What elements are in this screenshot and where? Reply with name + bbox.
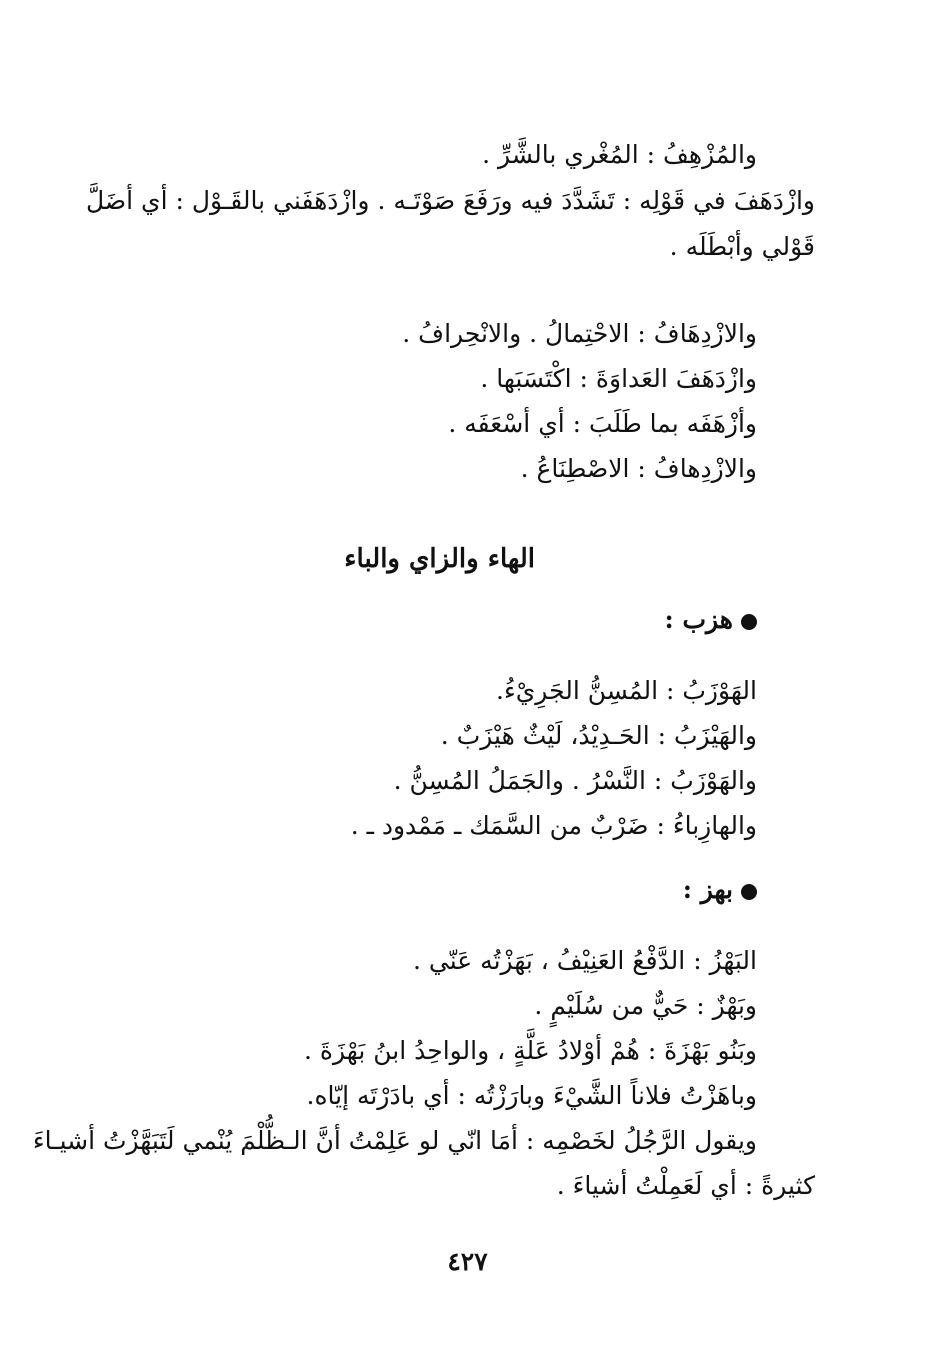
text-line: كثيرةً : أي لَعَمِلْتُ أشياءَ . <box>556 1171 815 1200</box>
bullet-icon <box>741 884 757 900</box>
text-line: والهَوْزَبُ : النَّسْرُ . والجَمَلُ المُسِنُّ . <box>393 766 757 795</box>
text-line: وازْدَهَفَ في قَوْلِه : تَشَدَّدَ فيه ورَفَعَ صَوْتَـه . وازْدَهَفَني بالقَـوْل : أي أضَلَّ <box>85 186 815 215</box>
text-line: والازْدِهَافُ : الاحْتِمالُ . والانْحِرافُ . <box>402 319 757 348</box>
text-line: وبَهْزٌ : حَيٌّ من سُلَيْمٍ . <box>534 991 757 1020</box>
section-heading: الهاء والزاي والباء <box>344 544 535 574</box>
text-line: الهَوْزَبُ : المُسِنُّ الجَرِيْءُ. <box>496 676 757 705</box>
entry-heading <box>665 598 757 642</box>
text-line: وأزْهَفَه بما طَلَبَ : أي أسْعَفَه . <box>448 409 757 438</box>
text-line: والهازِباءُ : ضَرْبٌ من السَّمَك ـ مَمْدود ـ . <box>350 811 757 840</box>
entry-heading-label: بهز : <box>682 875 733 904</box>
page-number: ٤٢٧ <box>447 1247 488 1276</box>
bullet-icon <box>741 614 757 630</box>
entry-heading-label: هزب : <box>664 605 733 634</box>
text-line: وباهَزْتُ فلاناً الشَّيْءَ وبارَزْتُه : أي بادَرْتَه إيّاه. <box>306 1081 757 1110</box>
entry-heading <box>683 868 757 912</box>
text-line: وبَنُو بَهْزَةَ : هُمْ أوْلادُ عَلَّةٍ ، والواحِدُ ابنُ بَهْزَةَ . <box>304 1036 757 1065</box>
text-line: قَوْلي وأبْطَلَه . <box>669 232 815 261</box>
text-line: والهَيْزَبُ : الحَـدِيْدُ، لَيْثٌ هَيْزَبٌ . <box>440 721 757 750</box>
text-line: والمُزْهِفُ : المُغْري بالشَّرِّ . <box>482 140 757 169</box>
text-line: وازْدَهَفَ العَداوَةَ : اكْتَسَبَها . <box>480 364 757 393</box>
text-line: ويقول الرَّجُلُ لخَصْمِه : أمَا انّي لو عَلِمْتُ أنَّ الـظُّلْمَ يُنْمي لَتَبَهَّزْتُ أشيـاءَ <box>32 1126 757 1155</box>
text-line: البَهْزُ : الدَّفْعُ العَنِيْفُ ، بَهَزْتُه عَنّي . <box>413 946 757 975</box>
text-line: والازْدِهافُ : الاصْطِنَاعُ . <box>520 454 757 483</box>
